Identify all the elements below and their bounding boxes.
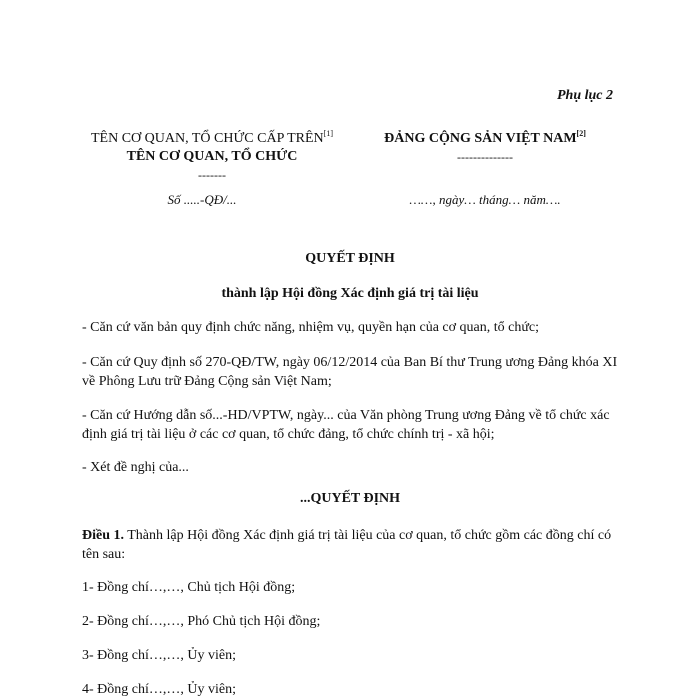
party-name: ĐẢNG CỘNG SẢN VIỆT NAM <box>384 131 577 146</box>
decision-number: Số .....-QĐ/... <box>167 192 237 207</box>
document-subtitle: thành lập Hội đồng Xác định giá trị tài liệu <box>221 286 479 301</box>
basis-item: - Căn cứ Hướng dẫn số...-HD/VPTW, ngày... của Văn phòng Trung ương Đảng về tổ chức xác định giá trị tài liệu ở các cơ quan, tổ chức đảng, tổ chức chính trị - xã hội; <box>82 408 610 442</box>
basis-item: - Căn cứ Quy định số 270-QĐ/TW, ngày 06/12/2014 của Ban Bí thư Trung ương Đảng khóa XI về Phông Lưu trữ Đảng Cộng sản Việt Nam; <box>82 355 618 389</box>
date-line: ……, ngày… tháng… năm…. <box>409 192 561 207</box>
superior-org-footnote: [1] <box>323 129 333 138</box>
left-separator: ------- <box>198 168 226 182</box>
basis-item: - Xét đề nghị của... <box>82 460 189 475</box>
article-1 <box>82 526 622 564</box>
member-item: 3- Đồng chí…,…, Ủy viên; <box>82 648 236 663</box>
party-name-line <box>365 131 605 147</box>
decision-heading: ...QUYẾT ĐỊNH <box>299 491 401 506</box>
appendix-label: Phụ lục 2 <box>557 88 614 103</box>
member-item: 1- Đồng chí…,…, Chủ tịch Hội đồng; <box>82 580 296 595</box>
org-name: TÊN CƠ QUAN, TỔ CHỨC <box>126 149 298 164</box>
member-item: 2- Đồng chí…,…, Phó Chủ tịch Hội đồng; <box>82 614 321 629</box>
article-1-label: Điều 1. <box>82 528 124 543</box>
superior-org: TÊN CƠ QUAN, TỔ CHỨC CẤP TRÊN <box>90 131 324 146</box>
member-item: 4- Đồng chí…,…, Ủy viên; <box>82 682 236 697</box>
right-separator: -------------- <box>457 150 513 164</box>
superior-org-line <box>62 131 362 147</box>
basis-item: - Căn cứ văn bản quy định chức năng, nhiệm vụ, quyền hạn của cơ quan, tổ chức; <box>82 320 540 335</box>
document-title: QUYẾT ĐỊNH <box>305 251 395 266</box>
article-1-text: Thành lập Hội đồng Xác định giá trị tài liệu của cơ quan, tổ chức gồm các đồng chí có tên sau: <box>82 528 612 562</box>
party-name-footnote: [2] <box>576 129 586 138</box>
